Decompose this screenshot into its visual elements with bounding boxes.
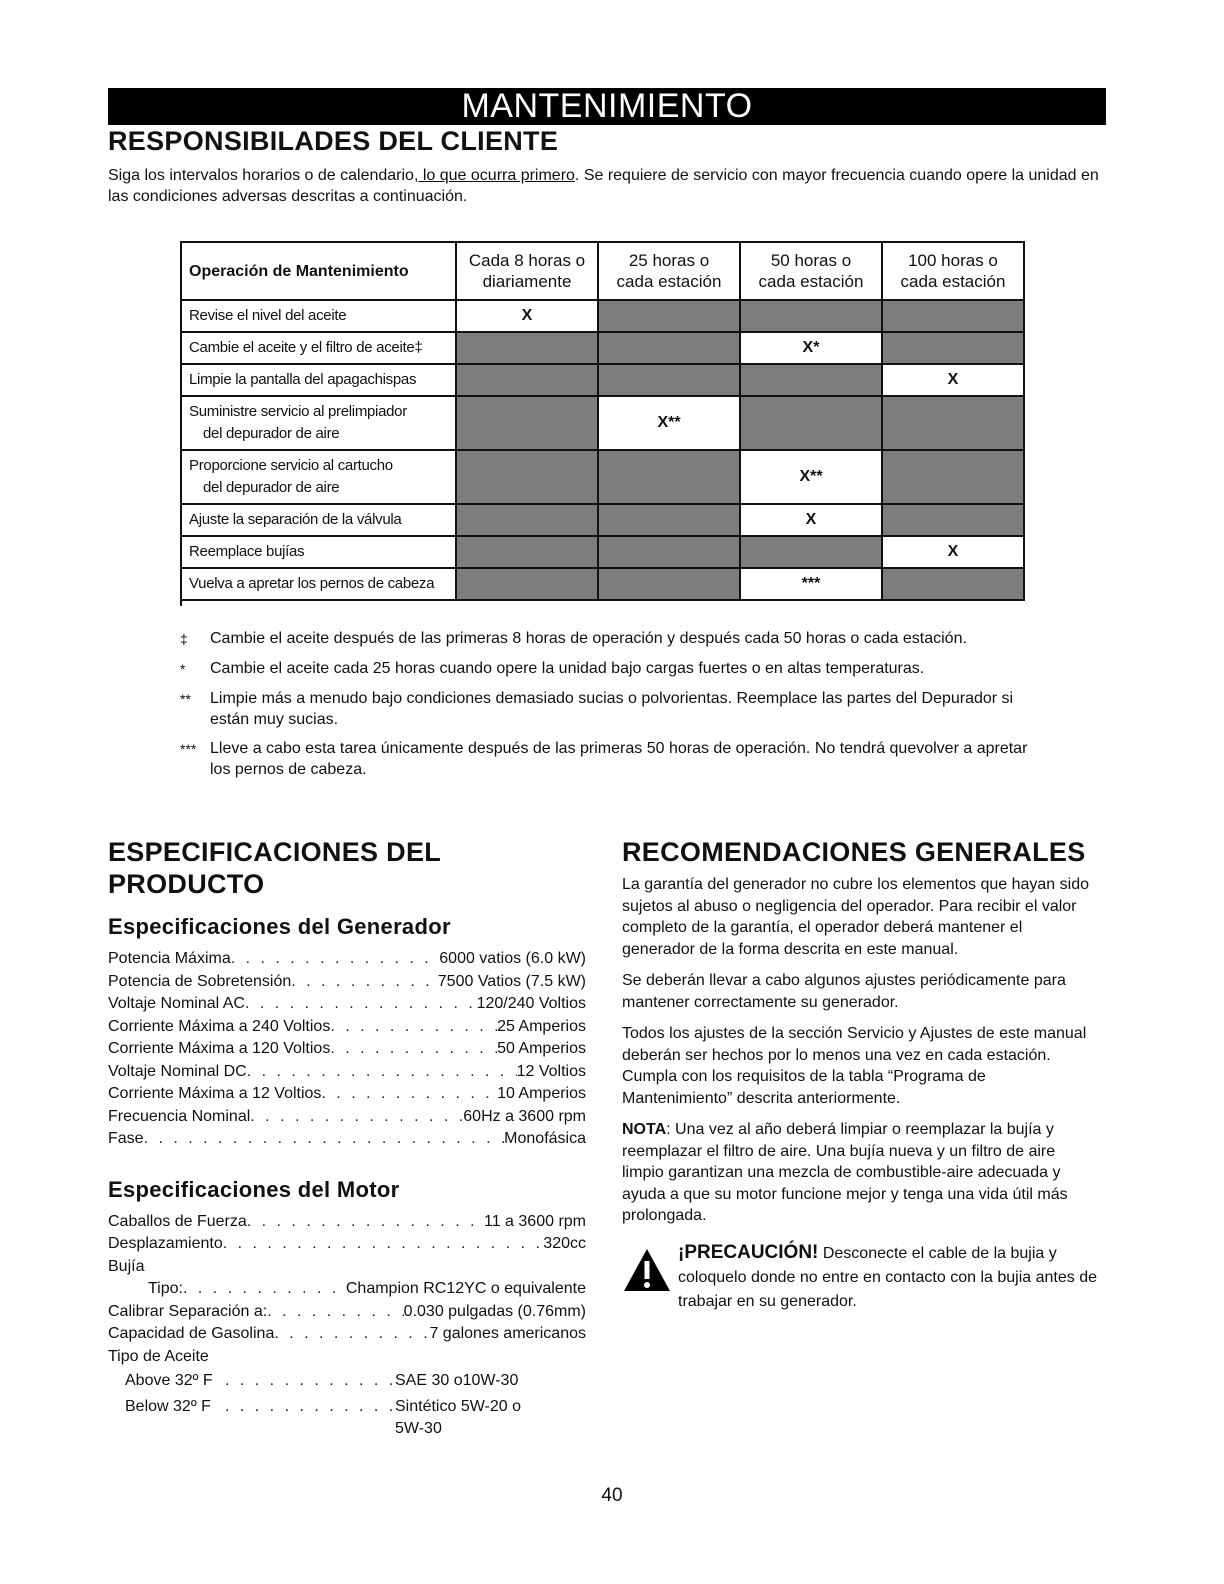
section-banner: MANTENIMIENTO [108, 88, 1106, 125]
not-applicable-cell [882, 332, 1024, 364]
not-applicable-cell [598, 364, 740, 396]
not-applicable-cell [598, 504, 740, 536]
task-label: Ajuste la separación de la válvula [181, 504, 456, 536]
not-applicable-cell [882, 396, 1024, 450]
generator-specs-heading: Especificaciones del Generador [108, 914, 451, 939]
caution-text: ¡PRECAUCIÓN! Desconecte el cable de la bujia y coloquelo donde no entre en contacto con la bujia antes de trabajar en su generador. [678, 1241, 1097, 1310]
product-specs-heading: ESPECIFICACIONES DEL PRODUCTO [108, 837, 442, 899]
not-applicable-cell [456, 364, 598, 396]
spec-row: Capacidad de Gasolina . . . 7 galones americanos [108, 1323, 586, 1346]
not-applicable-cell [740, 364, 882, 396]
oil-spec-row: Below 32º F . . . Sintético 5W-20 o 5W-30 [108, 1394, 586, 1440]
not-applicable-cell [598, 300, 740, 332]
table-row [181, 396, 1024, 450]
interval-mark-cell: *** [740, 568, 882, 600]
table-row [181, 504, 1024, 536]
table-row [181, 332, 1024, 364]
recommendation-paragraph: La garantía del generador no cubre los elementos que hayan sido sujetos al abuso o negligencia del operador. Para recibir el valor completo de la garantía, el operador deberá mantener el generador de la forma descrita en este manual. [622, 876, 1089, 958]
spec-row: Tipo: . . . Champion RC12YC o equivalente [108, 1278, 586, 1301]
spec-row: Voltaje Nominal AC . . . 120/240 Voltios [108, 993, 586, 1016]
warning-triangle-icon [622, 1241, 678, 1314]
task-label: Limpie la pantalla del apagachispas [181, 364, 456, 396]
not-applicable-cell [456, 536, 598, 568]
interval-mark-cell: X [740, 504, 882, 536]
not-applicable-cell [882, 450, 1024, 504]
spec-row: Potencia Máxima . . . 6000 vatios (6.0 kW) [108, 948, 586, 971]
footnote-item: * Cambie el aceite cada 25 horas cuando opere la unidad bajo cargas fuertes o en altas temperaturas. [180, 660, 925, 677]
not-applicable-cell [882, 568, 1024, 600]
spec-row: Voltaje Nominal DC . . . 12 Voltios [108, 1061, 586, 1084]
not-applicable-cell [456, 504, 598, 536]
spec-row: Corriente Máxima a 240 Voltios . . . 25 Amperios [108, 1016, 586, 1039]
spec-row: Corriente Máxima a 120 Voltios . . . 50 Amperios [108, 1038, 586, 1061]
not-applicable-cell [456, 568, 598, 600]
task-label: Reemplace bujías [181, 536, 456, 568]
table-row [181, 300, 1024, 332]
spec-row: Potencia de Sobretensión . . . 7500 Vatios (7.5 kW) [108, 971, 586, 994]
not-applicable-cell [598, 450, 740, 504]
recommendations-heading: RECOMENDACIONES GENERALES [622, 837, 1086, 867]
not-applicable-cell [456, 450, 598, 504]
header-25h: 25 horas o cada estación [598, 242, 740, 300]
spec-label-row: Bujía [108, 1257, 145, 1275]
footnotes [180, 628, 1040, 788]
recommendation-paragraph: Todos los ajustes de la sección Servicio y Ajustes de este manual deberán ser hechos por lo menos una vez en cada estación. Cumpla con los requisitos de la tabla “Programa de Mantenimiento” descrita anteriormente. [622, 1025, 1087, 1107]
not-applicable-cell [740, 300, 882, 332]
spec-row: Corriente Máxima a 12 Voltios . . . 10 Amperios [108, 1083, 586, 1106]
motor-specs-heading: Especificaciones del Motor [108, 1176, 400, 1202]
interval-mark-cell: X* [740, 332, 882, 364]
task-label: Revise el nivel del aceite [181, 300, 456, 332]
not-applicable-cell [740, 396, 882, 450]
interval-mark-cell: X [882, 536, 1024, 568]
caution-box [622, 1241, 1097, 1314]
interval-mark-cell: X** [598, 396, 740, 450]
footnote-item: ** Limpie más a menudo bajo condiciones demasiado sucias o polvorientas. Reemplace las partes del Depurador si están muy sucias. [180, 690, 1014, 728]
header-50h: 50 horas o cada estación [740, 242, 882, 300]
spec-row: Caballos de Fuerza . . . 11 a 3600 rpm [108, 1211, 586, 1234]
caution-label: ¡PRECAUCIÓN! [678, 1241, 819, 1263]
interval-mark-cell: X** [740, 450, 882, 504]
interval-mark-cell: X [882, 364, 1024, 396]
not-applicable-cell [882, 504, 1024, 536]
header-100h: 100 horas o cada estación [882, 242, 1024, 300]
spec-row: Fase . . . Monofásica [108, 1128, 586, 1151]
not-applicable-cell [740, 536, 882, 568]
task-label: Proporcione servicio al cartucho del depurador de aire [181, 450, 456, 504]
interval-mark-cell: X [456, 300, 598, 332]
note-label: NOTA [622, 1121, 667, 1138]
recommendations-column [622, 836, 1097, 1314]
note-paragraph: NOTA: Una vez al año deberá limpiar o reemplazar la bujía y reemplazar el filtro de aire. Una bujía nueva y un filtro de aire limpio garantizan una mezcla de combustible-aire adecuada y ayuda a que su motor funcione mejor y tenga una vida útil más prolongada. [622, 1121, 1068, 1224]
oil-spec-row: Above 32º F . . . SAE 30 o10W-30 [108, 1368, 586, 1394]
not-applicable-cell [456, 332, 598, 364]
task-label: Suministre servicio al prelimpiador del depurador de aire [181, 396, 456, 450]
table-edge [180, 592, 182, 606]
maintenance-schedule-table [180, 241, 1025, 601]
not-applicable-cell [598, 568, 740, 600]
page-number: 40 [601, 1485, 623, 1506]
table-row [181, 450, 1024, 504]
responsibilities-intro: Siga los intervalos horarios o de calendario, lo que ocurra primero. Se requiere de servicio con mayor frecuencia cuando opere la unidad en las condiciones adversas descritas a continuación. [108, 167, 1099, 205]
table-header-row [181, 242, 1024, 300]
generator-specs-list [108, 948, 586, 1151]
table-row [181, 568, 1024, 600]
emphasis-underline: lo que ocurra primero [418, 167, 575, 184]
spec-row: Frecuencia Nominal . . . 60Hz a 3600 rpm [108, 1106, 586, 1129]
task-label: Vuelva a apretar los pernos de cabeza [181, 568, 456, 600]
not-applicable-cell [598, 332, 740, 364]
not-applicable-cell [456, 396, 598, 450]
not-applicable-cell [882, 300, 1024, 332]
footnote-item: ‡ Cambie el aceite después de las primeras 8 horas de operación y después cada 50 horas o cada estación. [180, 630, 967, 647]
table-row [181, 364, 1024, 396]
not-applicable-cell [598, 536, 740, 568]
spec-row: Calibrar Separación a: . . . 0.030 pulgadas (0.76mm) [108, 1301, 586, 1324]
recommendation-paragraph: Se deberán llevar a cabo algunos ajustes periódicamente para mantener correctamente su generador. [622, 972, 1066, 1011]
spec-label-row: Tipo de Aceite [108, 1347, 209, 1365]
header-8h: Cada 8 horas o diariamente [456, 242, 598, 300]
task-label: Cambie el aceite y el filtro de aceite‡ [181, 332, 456, 364]
responsibilities-heading: RESPONSIBILADES DEL CLIENTE [108, 126, 559, 156]
header-operation: Operación de Mantenimiento [181, 242, 456, 300]
footnote-item: *** Lleve a cabo esta tarea únicamente después de las primeras 50 horas de operación. No tendrá quevolver a apretar los pernos de cabeza. [180, 740, 1028, 778]
table-row [181, 536, 1024, 568]
spec-row: Desplazamiento . . . 320cc [108, 1233, 586, 1256]
product-specs-column [108, 836, 586, 1440]
